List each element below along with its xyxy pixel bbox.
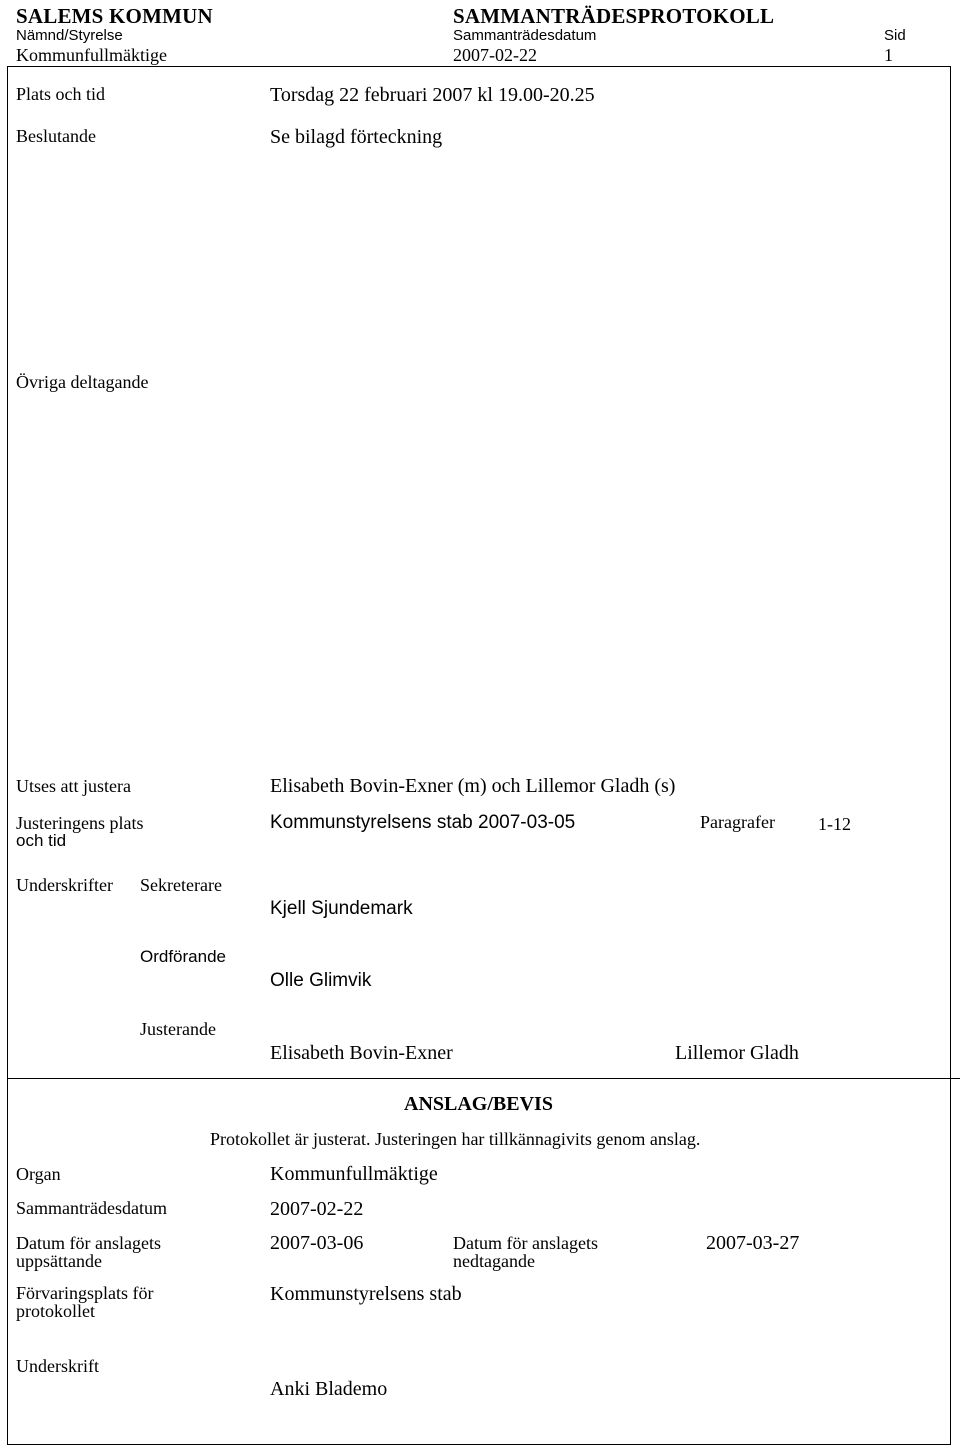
org-name: SALEMS KOMMUN bbox=[16, 4, 213, 28]
nedtag-label: Datum för anslagets nedtagande bbox=[453, 1233, 598, 1271]
justerande-name-1: Elisabeth Bovin-Exner bbox=[270, 1042, 453, 1064]
justerande-label: Justerande bbox=[140, 1019, 216, 1039]
anslag-title: ANSLAG/BEVIS bbox=[404, 1093, 553, 1115]
justeringens-value: Kommunstyrelsens stab 2007-03-05 bbox=[270, 812, 576, 833]
utses-label: Utses att justera bbox=[16, 776, 131, 796]
utses-value: Elisabeth Bovin-Exner (m) och Lillemor Gladh (s) bbox=[270, 775, 676, 797]
sammanträdesdatum-label: Sammanträdesdatum bbox=[16, 1198, 167, 1218]
nämnd-label: Nämnd/Styrelse bbox=[16, 27, 123, 44]
förvaring-value: Kommunstyrelsens stab bbox=[270, 1283, 462, 1305]
justeringens-label: Justeringens plats bbox=[16, 813, 144, 833]
sid-value: 1 bbox=[884, 45, 893, 65]
organ-value: Kommunfullmäktige bbox=[270, 1163, 438, 1185]
datum-label: Sammanträdesdatum bbox=[453, 27, 597, 44]
plats-label: Plats och tid bbox=[16, 84, 105, 104]
paragrafer-label: Paragrafer bbox=[700, 812, 775, 832]
datum-value: 2007-02-22 bbox=[453, 45, 537, 65]
beslutande-value: Se bilagd förteckning bbox=[270, 126, 443, 148]
plats-value: Torsdag 22 februari 2007 kl 19.00-20.25 bbox=[270, 84, 595, 106]
section-divider bbox=[7, 1078, 960, 1079]
beslutande-label: Beslutande bbox=[16, 126, 96, 146]
ordförande-name: Olle Glimvik bbox=[270, 970, 372, 991]
nedtag-value: 2007-03-27 bbox=[706, 1232, 800, 1254]
uppsatt-label: Datum för anslagets uppsättande bbox=[16, 1233, 161, 1271]
justerande-name-2: Lillemor Gladh bbox=[675, 1042, 799, 1064]
nämnd-value: Kommunfullmäktige bbox=[16, 45, 167, 65]
paragrafer-value: 1-12 bbox=[818, 814, 851, 834]
organ-label: Organ bbox=[16, 1164, 61, 1184]
underskrift-name: Anki Blademo bbox=[270, 1378, 388, 1400]
sekreterare-label: Sekreterare bbox=[140, 875, 222, 895]
ordförande-label: Ordförande bbox=[140, 947, 226, 966]
doc-type-title: SAMMANTRÄDESPROTOKOLL bbox=[453, 4, 775, 28]
sid-label: Sid bbox=[884, 27, 906, 44]
sammanträdesdatum-value: 2007-02-22 bbox=[270, 1198, 364, 1220]
underskrift-label: Underskrift bbox=[16, 1356, 99, 1376]
uppsatt-value: 2007-03-06 bbox=[270, 1232, 364, 1254]
anslag-statement: Protokollet är justerat. Justeringen har tillkännagivits genom anslag. bbox=[210, 1129, 701, 1149]
underskrifter-label: Underskrifter bbox=[16, 875, 113, 895]
förvaring-label: Förvaringsplats för protokollet bbox=[16, 1283, 154, 1321]
sekreterare-name: Kjell Sjundemark bbox=[270, 898, 413, 919]
övriga-label: Övriga deltagande bbox=[16, 372, 149, 392]
justeringens-label-2: och tid bbox=[16, 831, 67, 850]
